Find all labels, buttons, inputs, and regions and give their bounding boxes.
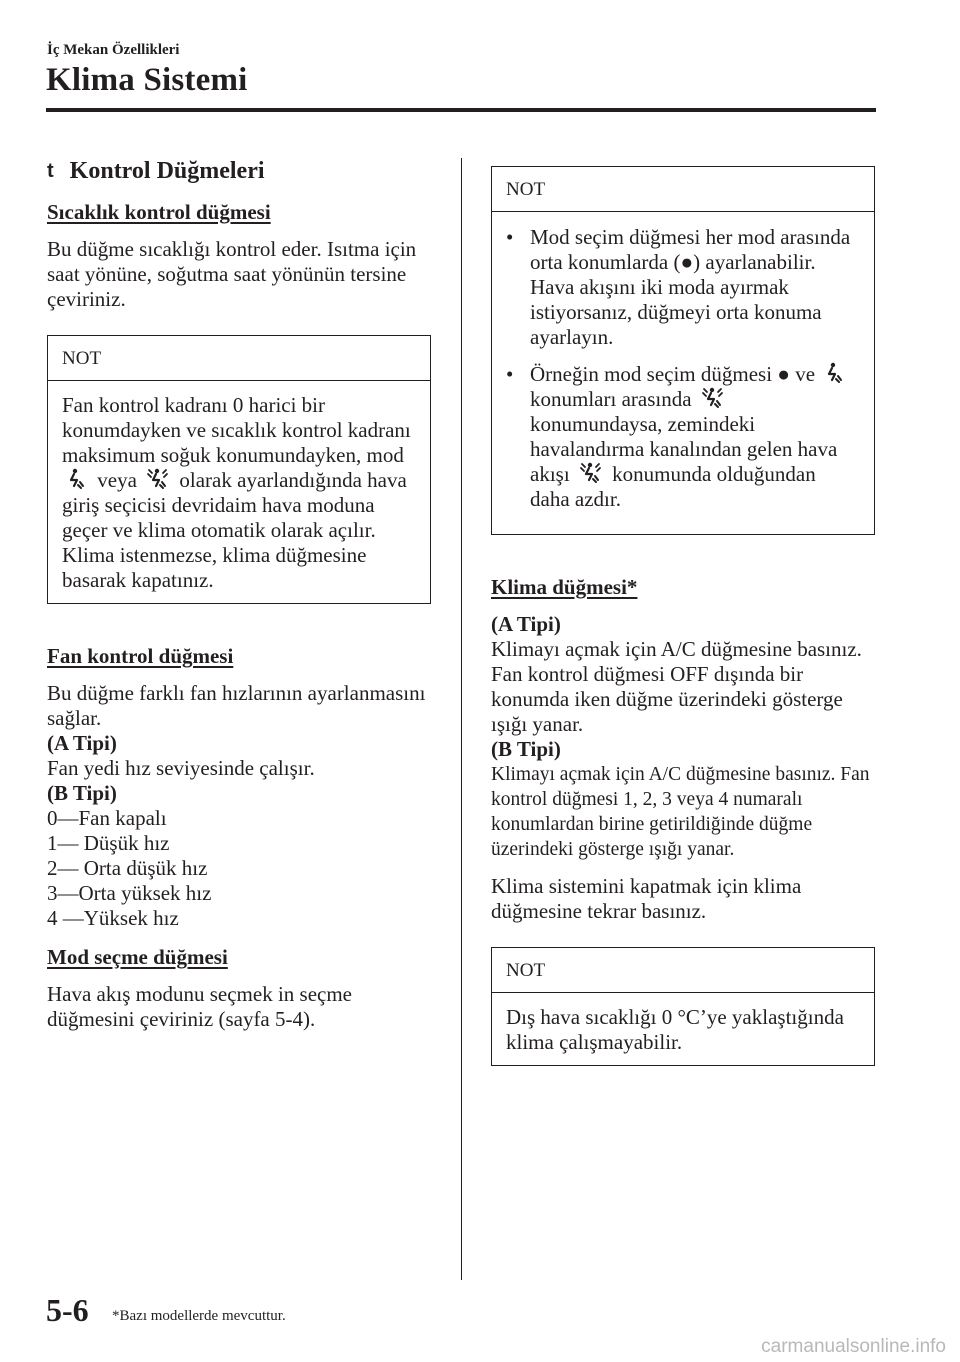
note-bullet-item bbox=[506, 225, 860, 350]
note-label: NOT bbox=[492, 167, 874, 212]
ac-type-b-text: Klimayı açmak için A/C düğmesine basınız. Fan kontrol düğmesi 1, 2, 3 veya 4 numaralı konumlardan birine getirildiğinde düğme üzerindeki gösterge ışığı yanar. bbox=[491, 764, 870, 860]
note-text bbox=[492, 212, 874, 534]
fan-type-a-text: Fan yedi hız seviyesinde çalışır. bbox=[47, 756, 315, 780]
mode-selector-text: Hava akış modunu seçmek in seçme düğmesini çeviriniz (sayfa 5-4). bbox=[47, 982, 352, 1031]
title-rule bbox=[46, 108, 876, 112]
note-text-part: Örneğin mod seçim düğmesi bbox=[530, 362, 773, 386]
footnote: *Bazı modellerde mevcuttur. bbox=[112, 1308, 286, 1324]
note-text-part: olarak ayarlandığında hava giriş seçicisi devridaim hava moduna geçer ve klima otomatik olarak açılır. Klima istenmezse, klima düğmesine basarak kapatınız. bbox=[62, 468, 407, 592]
note-text-part: Fan kontrol kadranı 0 harici bir konumdayken ve sıcaklık kontrol kadranı maksimum soğuk konumundayken, mod bbox=[62, 393, 411, 467]
fan-type-a-label: (A Tipi) bbox=[47, 731, 117, 755]
ac-type-b-label: (B Tipi) bbox=[491, 737, 561, 761]
heading-bullet-icon: t bbox=[47, 160, 54, 182]
ac-type-a-label: (A Tipi) bbox=[491, 612, 561, 636]
fan-control-heading: Fan kontrol düğmesi bbox=[47, 644, 234, 668]
ac-off-text: Klima sistemini kapatmak için klima düğmesine tekrar basınız. bbox=[491, 874, 802, 923]
watermark: carmanualsonline.info bbox=[761, 1336, 946, 1357]
section-label: İç Mekan Özellikleri bbox=[47, 42, 180, 58]
page-number: 5-6 bbox=[46, 1292, 89, 1328]
fan-type-b-label: (B Tipi) bbox=[47, 781, 117, 805]
note-box-1 bbox=[47, 335, 431, 604]
ac-button-heading: Klima düğmesi* bbox=[491, 575, 638, 599]
note-bullet-item bbox=[506, 362, 860, 512]
page-title: Klima Sistemi bbox=[46, 62, 248, 98]
intermediate-dot-icon: ● bbox=[777, 362, 790, 386]
mode-feet-icon bbox=[66, 468, 88, 490]
note-label: NOT bbox=[492, 948, 874, 993]
note-text-part: ) ayarlanabilir. Hava akışını iki moda ayırmak istiyorsanız, düğmeyi orta konuma ayarlayın. bbox=[530, 250, 822, 349]
fan-level: 0—Fan kapalı bbox=[47, 806, 167, 830]
note-label: NOT bbox=[48, 336, 430, 381]
note-bullet-text bbox=[530, 362, 860, 512]
note-bullet-text bbox=[530, 225, 860, 350]
section-heading-text: Kontrol Düğmeleri bbox=[69, 158, 265, 184]
bullet-icon: • bbox=[506, 362, 514, 386]
fan-control-text: Bu düğme farklı fan hızlarının ayarlanmasını sağlar. bbox=[47, 681, 426, 730]
note-box-2 bbox=[491, 166, 875, 535]
right-column bbox=[491, 166, 875, 1066]
fan-level: 3—Orta yüksek hız bbox=[47, 881, 212, 905]
fan-level: 2— Orta düşük hız bbox=[47, 856, 208, 880]
intermediate-dot-icon: ● bbox=[680, 250, 694, 274]
mode-feet-defrost-icon bbox=[146, 468, 170, 490]
left-column bbox=[47, 156, 431, 1032]
note-text-part: Mod seçim düğmesi her mod arasında orta konumlarda ( bbox=[530, 225, 851, 274]
note-box-3 bbox=[491, 947, 875, 1066]
ac-type-a-text: Klimayı açmak için A/C düğmesine basınız. Fan kontrol düğmesi OFF dışında bir konumda iken düğme üzerindeki gösterge ışığı yanar. bbox=[491, 637, 862, 736]
section-heading bbox=[47, 156, 431, 186]
column-divider bbox=[461, 158, 462, 1280]
mode-feet-defrost-icon bbox=[579, 462, 603, 484]
note-text: Dış hava sıcaklığı 0 °C’ye yaklaştığında klima çalışmayabilir. bbox=[506, 1005, 844, 1054]
mode-feet-defrost-icon bbox=[701, 387, 725, 409]
note-text-part: konumları arasında bbox=[530, 387, 692, 411]
bullet-icon: • bbox=[506, 225, 514, 249]
mode-feet-icon bbox=[824, 362, 846, 384]
mode-selector-heading: Mod seçme düğmesi bbox=[47, 945, 228, 969]
note-text-part: veya bbox=[97, 468, 137, 492]
note-text-part: konumunda olduğundan daha azdır. bbox=[530, 462, 816, 511]
note-text bbox=[48, 381, 430, 603]
note-text-part: ve bbox=[795, 362, 816, 386]
temp-control-text: Bu düğme sıcaklığı kontrol eder. Isıtma için saat yönüne, soğutma saat yönünün tersine çeviriniz. bbox=[47, 237, 417, 311]
fan-level: 4 —Yüksek hız bbox=[47, 906, 179, 930]
note-text-part: konumundaysa, zemindeki havalandırma kanalından gelen hava akışı bbox=[530, 412, 838, 486]
temp-control-heading: Sıcaklık kontrol düğmesi bbox=[47, 200, 271, 224]
fan-level: 1— Düşük hız bbox=[47, 831, 170, 855]
